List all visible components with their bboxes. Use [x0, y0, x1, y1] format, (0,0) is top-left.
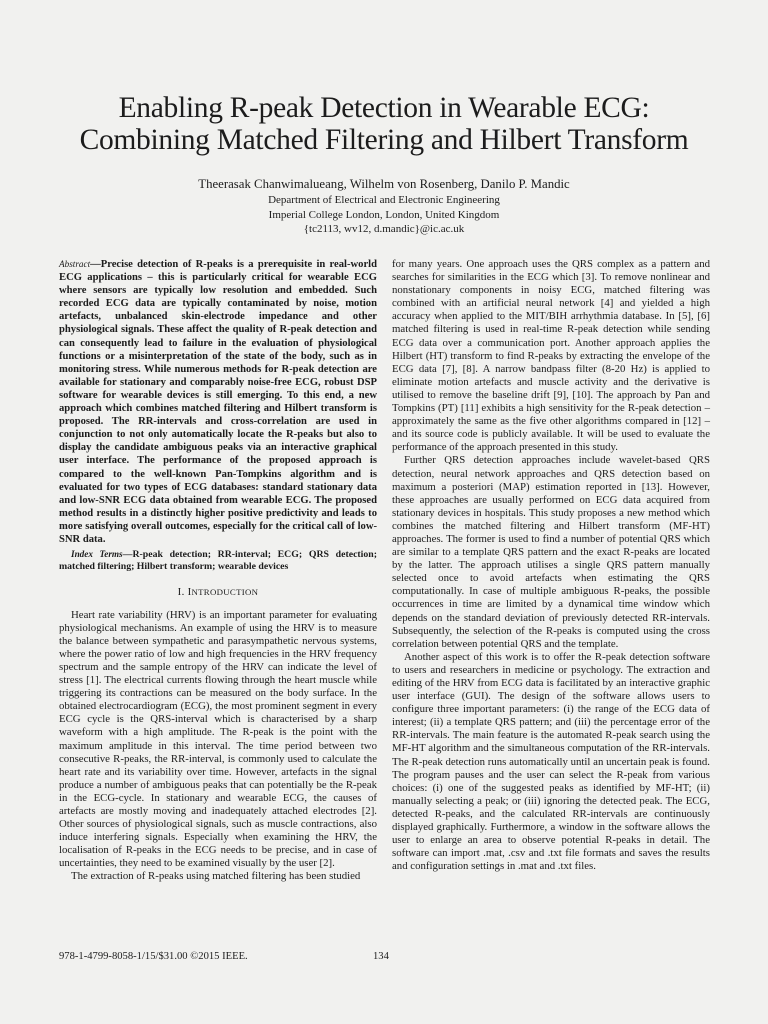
abstract	[59, 258, 377, 546]
affiliation-institution: Imperial College London, London, United Kingdom	[268, 208, 500, 221]
intro-paragraph-3: for many years. One approach uses the QRS complex as a pattern and searches for similarities in the ECG which [3]. To remove nonlinear and nonstationary components in noisy ECG, matched filtering was combined with an artificial neural network [4] and yielded a high accuracy when applied to the MIT/BIH arrhythmia database. In [5], [6] matched filtering is used in real-time R-peak detection while sending ECG data over a communication port. Another approach applies the Hilbert (HT) transform to find R-peaks by extracting the envelope of the ECG data [7], [8]. A narrow bandpass filter (8-20 Hz) is applied to eliminate motion artefacts and muscle activity and the derivative is utilised to remove the baseline drift [9], [10]. The approach by Pan and Tompkins (PT) [11] exhibits a high sensitivity for the R-peak detection – approximately the same as the five other algorithms compared in [12] – and its source code is publicly available. It will be used to evaluate the performance of the approach presented in this study.	[392, 258, 710, 454]
paper-title	[30, 92, 738, 156]
right-column	[392, 258, 710, 873]
section-numeral: I.	[177, 586, 185, 599]
affiliation-emails: {tc2113, wv12, d.mandic}@ic.ac.uk	[303, 223, 465, 235]
title-line-2: Combining Matched Filtering and Hilbert Transform	[79, 124, 689, 156]
abstract-label: Abstract	[59, 259, 91, 269]
section-name-initial: I	[187, 586, 192, 599]
intro-paragraph-4: Further QRS detection approaches include wavelet-based QRS detection, neural network approaches and QRS detection based on maximum a posteriori (MAP) estimation reported in [13]. However, these approaches are usually performed on ECG data acquired from stationary devices in hospitals. This study proposes a new method which combines the matched filtering and Hilbert transform (MF-HT) approaches. The former is used to find a number of potential QRS which are similar to a template QRS pattern and the exact R-peaks are located by the latter. The approach utilises a single QRS pattern manually selected once to avoid artefacts when estimating the QRS computationally. In case of multiple ambiguous R-peaks, the possible occurrences in time are limited by a dynamical time window which depends on the standard deviation of previously detected RR-intervals. Subsequently, the selection of the R-peaks is computed using the cross correlation between potential QRS and the template.	[392, 454, 710, 650]
intro-paragraph-1: Heart rate variability (HRV) is an important parameter for evaluating physiological mechanisms. An example of using the HRV is to measure the balance between sympathetic and parasympathetic nervous systems, where the power ratio of low and high frequencies in the HRV frequency spectrum and the sample entropy of the HRV can indicate the level of stress [1]. The electrical currents flowing through the heart muscle while triggering its contractions can be measured on the body surface. In the obtained electrocardiogram (ECG), the most prominent segment in every ECG cycle is the QRS-interval which is characterised by a sharp waveform with a high amplitude. The R-peak is the point with the maximum amplitude in this interval. The time period between two consecutive R-peaks, the RR-interval, is commonly used to calculate the heart rate and its variability over time. However, artefacts in the signal produce a number of ambiguous peaks that can potentially be the R-peak in the ECG-cycle. In stationary and wearable ECG, the causes of artefacts are mostly moving and inadequately attached electrodes [2]. Other sources of physiological signals, such as muscle contractions, also induce interfering signals. Especially when examining the HRV, the localisation of R-peaks in the ECG needs to be precise, and in case of uncertainties, they need to be examined visually by the user [2].	[59, 608, 377, 870]
affiliation-department: Department of Electrical and Electronic Engineering	[268, 194, 500, 206]
author-list: Theerasak Chanwimalueang, Wilhelm von Rosenberg, Danilo P. Mandic	[198, 177, 570, 191]
intro-paragraph-2: The extraction of R-peaks using matched filtering has been studied	[71, 870, 361, 883]
abstract-text: —Precise detection of R-peaks is a prerequisite in real-world ECG applications – this is particularly critical for wearable ECG where sensors are typically low resolution and embedded. Such recorded ECG data are typically contaminated by noise, motion artefacts, unbalanced skin-electrode impedance and other physiological signals. These affect the quality of R-peak detection and can consequently lead to failure in the evaluation of physiological functions or a misinterpretation of the state of the body, such as in monitoring stress. While numerous methods for R-peak detection are available for stationary and comparably noise-free ECG, robust DSP software for wearable devices is still emerging. To this end, a new approach which combines matched filtering and Hilbert transform is proposed. The RR-intervals and cross-correlation are used in conjunction to not only automatically locate the R-peaks but also to display the candidate ambiguous peaks via an interactive graphical user interface. The performance of the proposed approach is compared to the well-known Pan-Tompkins algorithm and is evaluated for two types of ECG databases: standard stationary data and low-SNR ECG data obtained from wearable ECG. The proposed method results in a distinctly higher positive predictivity and leads to more satisfying overall outcomes, especially for the critical call of low-SNR data.	[59, 259, 377, 545]
index-terms-label: Index Terms	[71, 549, 123, 560]
page-number: 134	[373, 951, 389, 962]
index-terms	[59, 548, 377, 573]
section-heading-introduction	[59, 586, 377, 599]
title-line-1: Enabling R-peak Detection in Wearable ECG:	[118, 92, 650, 124]
section-name-rest: NTRODUCTION	[191, 587, 259, 598]
footer-copyright: 978-1-4799-8058-1/15/$31.00 ©2015 IEEE.	[59, 951, 248, 962]
intro-paragraph-5: Another aspect of this work is to offer the R-peak detection software to users and researchers in medicine or psychology. The extraction and editing of the HRV from ECG data is facilitated by an interactive graphic user interface (GUI). The design of the software allows users to configure three important parameters: (i) the range of the ECG data of interest; (ii) a template QRS pattern; and (iii) the percentage error of the RR-intervals. The main feature is the automated R-peak search using the MF-HT algorithm and the simultaneous computation of the RR-intervals. The R-peak detection runs automatically until an uncertain peak is found. The program pauses and the user can select the R-peak from various choices: (i) one of the suggested peaks as identified by MF-HT; (ii) manually selecting a peak; or (iii) ignoring the detected peak. The ECG, detected R-peaks, and the calculated RR-intervals are continuously displayed graphically. Furthermore, a window in the software allows the user to enlarge an area to observe potential R-peaks in detail. The software can import .mat, .csv and .txt file formats and saves the results and configuration settings in .mat and .txt files.	[392, 650, 710, 873]
left-column	[59, 258, 377, 884]
index-terms-text: —R-peak detection; RR-interval; ECG; QRS detection; matched filtering; Hilbert transform; wearable devices	[59, 549, 378, 573]
affiliation-block	[0, 193, 768, 237]
